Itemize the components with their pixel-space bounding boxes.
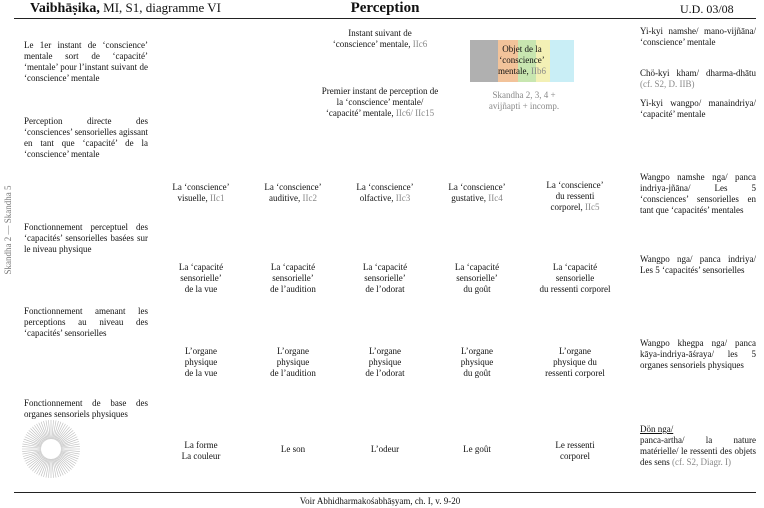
c5-ref: IIc5 xyxy=(584,202,600,212)
org5-l2: physique du xyxy=(553,357,597,367)
cap5-l1: La ‘capacité xyxy=(552,262,598,272)
right-artha xyxy=(640,424,756,468)
consciousness-gustative xyxy=(432,182,522,204)
instant-suivant xyxy=(310,28,450,50)
org2-l2: physique xyxy=(276,357,310,367)
object-label xyxy=(486,44,558,77)
cap4-l3: du goût xyxy=(463,284,491,294)
org2-l3: de l’audition xyxy=(270,368,316,378)
cap2-l3: de l’audition xyxy=(270,284,316,294)
organ-odorat xyxy=(340,346,430,379)
org1-l3: de la vue xyxy=(184,368,218,378)
c3-ref: IIc3 xyxy=(395,193,411,203)
right-artha-text: panca-artha/ la nature matérielle/ le ressenti des objets des sens xyxy=(640,435,756,467)
c1-line1: La ‘conscience’ xyxy=(172,182,230,192)
object-ressenti xyxy=(530,440,620,462)
left-desc-4: Fonctionnement amenant les perceptions au niveau des ‘capacités’ sensorielles xyxy=(24,306,148,338)
consciousness-auditive xyxy=(248,182,338,204)
document-id: U.D. 03/08 xyxy=(680,2,734,16)
c1-ref: IIc1 xyxy=(210,193,225,203)
c2-line2-wrap xyxy=(248,193,338,204)
c2-line1: La ‘conscience’ xyxy=(264,182,322,192)
skandha-line2: avijñapti + incomp. xyxy=(488,101,560,111)
cap4-l2: sensorielle’ xyxy=(456,273,498,283)
object-line3-wrap xyxy=(486,66,558,77)
header-divider xyxy=(14,18,756,19)
cap3-l2: sensorielle’ xyxy=(364,273,406,283)
right-dharma-text: Chö-kyi kham/ dharma-dhātu xyxy=(640,68,756,78)
right-indriya: Wangpo nga/ panca indriya/ Les 5 ‘capacités’ sensorielles xyxy=(640,254,756,275)
capacity-odorat xyxy=(340,262,430,295)
right-dharma-dhatu xyxy=(640,68,756,90)
object-ref: IIb6 xyxy=(531,66,546,76)
c5-line3-wrap xyxy=(530,202,620,213)
c2-line2: auditive, xyxy=(269,193,301,203)
org5-l3: ressenti corporel xyxy=(545,368,605,378)
left-desc-5: Fonctionnement de base des organes sensoriels physiques xyxy=(24,398,148,419)
organ-corporel xyxy=(530,346,620,379)
org3-l1: L’organe xyxy=(369,346,401,356)
right-artha-ref: (cf. S2, Diagr. I) xyxy=(672,457,731,467)
right-manaindriya: Yi-kyi wangpo/ manaindriya/ ‘capacité’ mentale xyxy=(640,98,756,119)
right-artha-title: Dön nga/ xyxy=(640,424,674,434)
cap4-l1: La ‘capacité xyxy=(454,262,500,272)
c4-line2: gustative, xyxy=(451,193,486,203)
obj1-l1: La forme xyxy=(184,440,218,450)
left-desc-1: Le 1er instant de ‘conscience’ mentale sort de ‘capacité’ ‘mentale’ pour l’instant suivant de ‘conscience’ mentale xyxy=(24,40,148,83)
obj5-l2: corporel xyxy=(560,451,590,461)
sun-rays-icon xyxy=(20,418,82,480)
right-kaya-indriya: Wangpo khegpa nga/ panca kāya-indriya-āśraya/ les 5 organes sensoriels physiques xyxy=(640,338,756,370)
c1-line2: visuelle, xyxy=(177,193,208,203)
first-line3: ‘capacité’ mentale, xyxy=(325,108,394,118)
org4-l3: du goût xyxy=(463,368,491,378)
object-line1: Objet de la xyxy=(502,44,542,54)
org3-l3: de l’odorat xyxy=(365,368,405,378)
object-forme xyxy=(156,440,246,462)
school-name: Vaibhāṣika, xyxy=(30,1,100,16)
header-left xyxy=(30,0,221,17)
consciousness-visual xyxy=(156,182,246,204)
org3-l2: physique xyxy=(368,357,402,367)
org5-l1: L’organe xyxy=(559,346,591,356)
first-line2: la ‘conscience’ mentale/ xyxy=(336,97,424,107)
right-dharma-ref: (cf. S2, D. IIB) xyxy=(640,79,695,89)
right-indriya-jnana: Wangpo namshe nga/ panca indriya-jñāna/ Les 5 ‘consciences’ sensorielles en tant que ‘capacités’ mentales xyxy=(640,172,756,215)
object-line2: ‘conscience’ xyxy=(499,55,545,65)
cap3-l3: de l’odorat xyxy=(365,284,405,294)
header-subtitle: MI, S1, diagramme VI xyxy=(99,0,221,15)
c4-line2-wrap xyxy=(432,193,522,204)
premier-instant xyxy=(300,86,460,119)
c5-line1: La ‘conscience’ xyxy=(546,180,604,190)
object-odeur xyxy=(340,444,430,455)
obj5-l1: Le ressenti xyxy=(555,440,595,450)
first-line3-wrap xyxy=(300,108,460,119)
object-gout xyxy=(432,444,522,455)
c1-line2-wrap xyxy=(156,193,246,204)
first-ref: IIc6/ IIc15 xyxy=(395,108,435,118)
org4-l1: L’organe xyxy=(461,346,493,356)
obj4-l1: Le goût xyxy=(463,444,491,454)
organ-audition xyxy=(248,346,338,379)
obj2-l1: Le son xyxy=(280,444,306,454)
c4-line1: La ‘conscience’ xyxy=(448,182,506,192)
organ-gout xyxy=(432,346,522,379)
instant-line2: ‘conscience’ mentale, xyxy=(332,39,411,49)
capacity-gout xyxy=(432,262,522,295)
left-desc-2: Perception directe des ‘consciences’ sensorielles agissant en tant que ‘capacité’ de la ‘conscience’ mentale xyxy=(24,116,148,159)
instant-line2-wrap xyxy=(310,39,450,50)
capacity-audition xyxy=(248,262,338,295)
skandha-note xyxy=(472,90,576,112)
capacity-corporel xyxy=(530,262,620,295)
cap2-l2: sensorielle’ xyxy=(272,273,314,283)
instant-ref: IIc6 xyxy=(412,39,428,49)
cap5-l3: du ressenti corporel xyxy=(539,284,611,294)
cap3-l1: La ‘capacité xyxy=(362,262,408,272)
left-desc-3: Fonctionnement perceptuel des ‘capacités’ sensorielles basées sur le niveau physique xyxy=(24,222,148,254)
org1-l2: physique xyxy=(184,357,218,367)
c3-line2: olfactive, xyxy=(359,193,394,203)
footer-reference: Voir Abhidharmakośabhāṣyam, ch. I, v. 9-20 xyxy=(299,496,461,506)
page-title: Perception xyxy=(350,0,420,16)
object-son xyxy=(248,444,338,455)
skandha-line1: Skandha 2, 3, 4 + xyxy=(492,90,556,100)
c3-line1: La ‘conscience’ xyxy=(356,182,414,192)
first-line1: Premier instant de perception de xyxy=(321,86,439,96)
instant-line1: Instant suivant de xyxy=(348,28,412,38)
side-label: Skandha 2 — Skandha 5 xyxy=(3,185,13,275)
right-mano-vijnana: Yi-kyi namshe/ mano-vijñāna/ ‘conscience’ mentale xyxy=(640,26,756,47)
capacity-vue xyxy=(156,262,246,295)
c5-line2: du ressenti xyxy=(555,191,595,201)
footer-divider xyxy=(14,492,756,493)
cap1-l1: La ‘capacité xyxy=(178,262,224,272)
cap5-l2: sensorielle xyxy=(555,273,595,283)
object-line3: mentale, xyxy=(498,66,529,76)
consciousness-olfactive xyxy=(340,182,430,204)
c5-line3: corporel, xyxy=(550,202,583,212)
obj3-l1: L’odeur xyxy=(370,444,400,454)
consciousness-corporel xyxy=(530,180,620,213)
c3-line2-wrap xyxy=(340,193,430,204)
org1-l1: L’organe xyxy=(185,346,217,356)
cap1-l2: sensorielle’ xyxy=(180,273,222,283)
cap2-l1: La ‘capacité xyxy=(270,262,316,272)
cap1-l3: de la vue xyxy=(184,284,218,294)
organ-vue xyxy=(156,346,246,379)
org2-l1: L’organe xyxy=(277,346,309,356)
c4-ref: IIc4 xyxy=(488,193,503,203)
obj1-l2: La couleur xyxy=(181,451,221,461)
org4-l2: physique xyxy=(460,357,494,367)
c2-ref: IIc2 xyxy=(302,193,317,203)
